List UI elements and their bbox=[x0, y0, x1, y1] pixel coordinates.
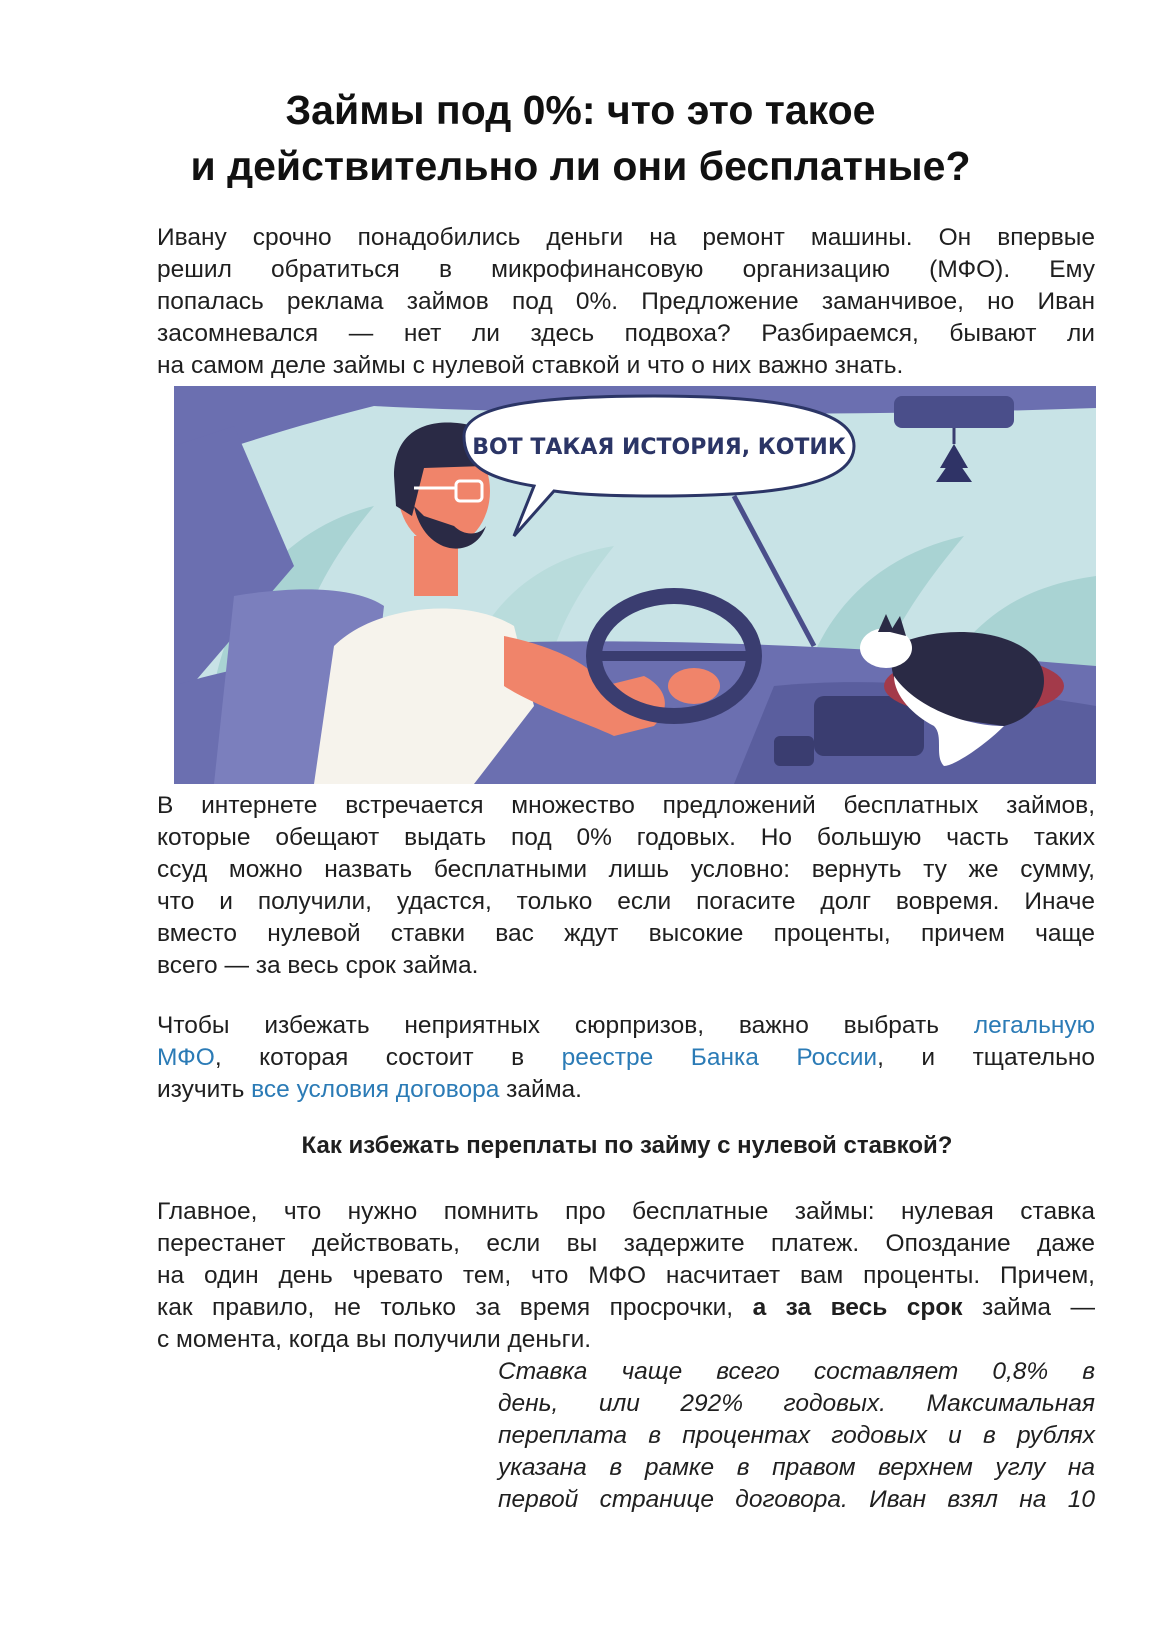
paragraph-2-line: вместо нулевой ставки вас ждут высокие проценты, причем чаще bbox=[157, 920, 1095, 947]
paragraph-4-line: перестанет действовать, если вы задержите платеж. Опоздание даже bbox=[157, 1230, 1095, 1257]
section-subheading: Как избежать переплаты по займу с нулевой ставкой? bbox=[301, 1132, 953, 1159]
intro-paragraph bbox=[157, 222, 1095, 382]
intro-line: Ивану срочно понадобились деньги на ремонт машины. Он впервые bbox=[157, 224, 1095, 251]
contract-conditions-link[interactable]: все условия договора bbox=[251, 1076, 500, 1103]
paragraph-3-text: изучить bbox=[157, 1076, 245, 1103]
paragraph-4 bbox=[157, 1196, 1095, 1356]
paragraph-3-text: , которая состоит в bbox=[214, 1044, 525, 1071]
paragraph-4-line-4 bbox=[157, 1292, 1095, 1324]
note-line: первой странице договора. Иван взял на 10 bbox=[498, 1486, 1095, 1513]
paragraph-2-line: ссуд можно назвать бесплатными лишь условно: вернуть ту же сумму, bbox=[157, 856, 1095, 883]
title-line-2: и действительно ли они бесплатные? bbox=[190, 143, 971, 189]
intro-line: решил обратиться в микрофинансовую организацию (МФО). Ему bbox=[157, 256, 1095, 283]
page-title bbox=[0, 82, 1161, 194]
illustration-driver-with-cat bbox=[174, 386, 1096, 784]
paragraph-4-line: Главное, что нужно помнить про бесплатные займы: нулевая ставка bbox=[157, 1198, 1095, 1225]
speech-bubble-text: ВОТ ТАКАЯ ИСТОРИЯ, КОТИК bbox=[472, 435, 846, 460]
paragraph-2-line: В интернете встречается множество предложений бесплатных займов, bbox=[157, 792, 1095, 819]
paragraph-4-text: займа — bbox=[982, 1294, 1095, 1321]
legal-mfo-link-continued[interactable]: МФО bbox=[157, 1044, 215, 1071]
paragraph-3-text: , и тщательно bbox=[877, 1044, 1096, 1071]
car-scene-illustration bbox=[174, 386, 1096, 784]
note-line: переплата в процентах годовых и в рублях bbox=[498, 1422, 1095, 1449]
paragraph-2-line: что и получили, удастся, только если погасите долг вовремя. Иначе bbox=[157, 888, 1095, 915]
paragraph-3-line-1 bbox=[157, 1010, 1095, 1042]
intro-line: засомневался — нет ли здесь подвоха? Разбираемся, бывают ли bbox=[157, 320, 1095, 347]
paragraph-4-line: на один день чревато тем, что МФО насчитает вам проценты. Причем, bbox=[157, 1262, 1095, 1289]
intro-line: попалась реклама займов под 0%. Предложение заманчивое, но Иван bbox=[157, 288, 1095, 315]
paragraph-2-line: всего — за весь срок займа. bbox=[157, 952, 479, 979]
emphasis-full-term: а за весь срок bbox=[752, 1294, 963, 1321]
paragraph-2 bbox=[157, 790, 1095, 982]
note-line: указана в рамке в правом верхнем углу на bbox=[498, 1454, 1095, 1481]
paragraph-3 bbox=[157, 1010, 1095, 1106]
italic-note bbox=[498, 1356, 1095, 1516]
note-line: Ставка чаще всего составляет 0,8% в bbox=[498, 1358, 1095, 1385]
bank-registry-link[interactable]: реестре Банка России bbox=[561, 1044, 878, 1071]
paragraph-3-line-2 bbox=[157, 1042, 1095, 1074]
paragraph-4-text: как правило, не только за время просрочки, bbox=[157, 1294, 734, 1321]
paragraph-2-line: которые обещают выдать под 0% годовых. Но большую часть таких bbox=[157, 824, 1095, 851]
paragraph-3-text: Чтобы избежать неприятных сюрпризов, важно выбрать bbox=[157, 1012, 939, 1039]
note-line: день, или 292% годовых. Максимальная bbox=[498, 1390, 1095, 1417]
legal-mfo-link[interactable]: легальную bbox=[973, 1012, 1095, 1039]
title-line-1: Займы под 0%: что это такое bbox=[285, 87, 876, 133]
paragraph-3-line-3 bbox=[157, 1074, 1095, 1106]
intro-line: на самом деле займы с нулевой ставкой и что о них важно знать. bbox=[157, 352, 904, 379]
paragraph-3-text: займа. bbox=[506, 1076, 582, 1103]
paragraph-4-line: с момента, когда вы получили деньги. bbox=[157, 1326, 592, 1353]
